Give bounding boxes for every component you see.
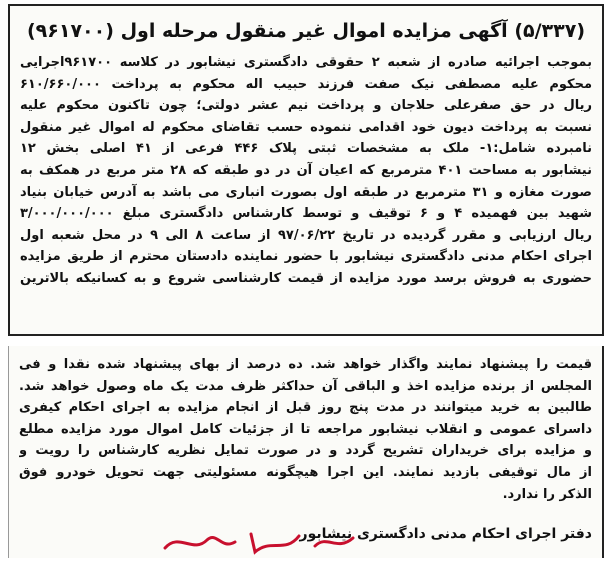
notice-bottom-panel (8, 346, 604, 558)
body-line: قیمت را پیشنهاد نمایند واگذار خواهد شد. ده درصد از بهای پیشنهاد شده نقدا و فی (19, 357, 592, 372)
body-line: ریال در حق صفرعلی حلاجان و پرداخت نیم عشر دولتی؛ چون تاکنون محکوم علیه (20, 98, 592, 114)
handwritten-mark (159, 528, 359, 556)
body-line: نامبرده شامل:۱- ملک به مشخصات ثبتی پلاک ۴۴۶ فرعی از ۴۱ اصلی بخش ۱۲ (20, 141, 592, 157)
body-line: محکوم علیه مصطفی نیک صفت فرزند حبیب اله محکوم به پرداخت ۶۱۰/۶۶۰/۰۰۰ (20, 76, 592, 92)
body-line: صورت مغازه و ۳۱ مترمربع در طبقه اول بصورت انباری می باشد به آدرس خیابان بنیاد (20, 184, 592, 200)
issuer-signature: دفتر اجرای احکام مدنی دادگستری نیشابور (299, 526, 592, 542)
body-line: بموجب اجرائیه صادره از شعبه ۲ حقوقی دادگستری نیشابور در کلاسه ۹۶۱۷۰۰اجرایی (20, 55, 592, 70)
body-line: نسبت به پرداخت دیون خود اقدامی ننموده حسب تقاضای محکوم له اموال غیر منقول (20, 119, 592, 135)
body-line: نیشابور به مساحت ۴۰۱ مترمربع که اعیان آن در دو طبقه که ۲۸ متر مربع در همکف به (20, 162, 592, 178)
body-line: حضوری به فروش برسد مورد مزایده از قیمت کارشناسی شروع و به کسانیکه بالاترین (20, 270, 592, 286)
body-line: از مال توقیفی بازدید نمایند. این اجرا هیچگونه مسئولیتی جهت تحویل خودرو فوق (19, 464, 592, 480)
body-line: المجلس از برنده مزایده اخذ و الباقی آن حداکثر ظرف مدت یک ماه وصول خواهد شد. (19, 378, 592, 394)
notice-top-panel (8, 4, 604, 336)
body-line: ریال ارزیابی و مقرر گردیده در تاریخ ۹۷/۰۶/۲۲ از ساعت ۸ الی ۹ در محل شعبه اول (20, 227, 592, 243)
notice-body-bottom (19, 354, 592, 505)
body-line: داسرای عمومی و انقلاب نیشابور مراجعه تا از جزئیات کامل اموال مورد مزایده مطلع (19, 421, 592, 437)
body-line: اجرای احکام مدنی دادگستری نیشابور با حضور نماینده دادستان محترم از طریق مزایده (20, 249, 592, 265)
notice-title: (۵/۳۳۷) آگهی مزایده اموال غیر منقول مرحله اول (۹۶۱۷۰۰) (26, 20, 586, 42)
notice-body-top (20, 52, 592, 290)
body-line: شهید بین فهمیده ۴ و ۶ توقیف و توسط کارشناس دادگستری مبلغ ۳/۰۰۰/۰۰۰/۰۰۰ (20, 206, 592, 222)
body-line: طالبین به خرید میتوانند در مدت پنج روز قبل از انجام مزایده به اجرای احکام کیفری (19, 400, 592, 416)
body-line: الذکر را ندارد. (502, 486, 592, 502)
body-line: و مزایده برای خریداران تشریح گردد و در صورت تمایل نظریه کارشناس را رویت و (19, 443, 592, 459)
